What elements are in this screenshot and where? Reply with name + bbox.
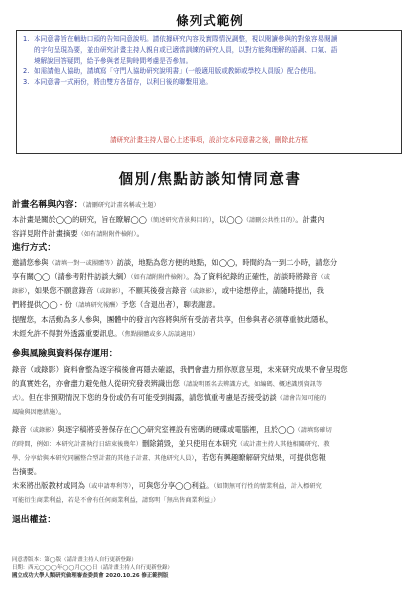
risk-line-4 <box>12 406 410 418</box>
risk-note: （或申請專利等） <box>84 483 132 490</box>
risk-line-7 <box>12 452 410 464</box>
risk-note: （或錄影） <box>26 427 58 434</box>
intro-note: （如有請附附件檢附） <box>77 231 137 238</box>
form-title: 個別/焦點訪談知情同意書 <box>118 171 302 188</box>
risk-text: 告摘要。 <box>12 467 42 476</box>
withdraw-heading: 退出權益： <box>12 515 56 525</box>
procedure-line-2 <box>12 271 410 283</box>
template-guidance-box <box>16 30 402 154</box>
procedure-text: 未經允許不得對外透露重要訊息。 <box>12 329 122 338</box>
risk-line-5 <box>12 424 410 436</box>
risk-note: （請填寫確切 <box>294 427 332 434</box>
procedure-text: 提醒您，本活動為多人參與，團體中的發言內容將與所有受訪者共享，但參與者必須尊重彼此隱私， <box>12 315 334 324</box>
risk-text: 。但在非預期情況下您的身份或仍有可能受到揭露，請您慎重考慮是否接受訪談 <box>21 393 277 402</box>
procedure-line-5 <box>12 314 410 325</box>
risk-text: 刪除銷毀，並只使用在本研究 <box>141 439 237 448</box>
plan-name-note: （請刪研究計畫名稱或主題） <box>82 202 160 209</box>
risk-line-10 <box>12 494 410 506</box>
risk-note: （請會告知可能的 <box>276 395 327 402</box>
template-item-1 <box>22 34 396 66</box>
intro-text: 。 <box>136 229 144 238</box>
template-item-line: 的字句呈現為要，並由研究計畫主持人親自或已適當訓練的研究人員，以對方能夠理解的語調、口氣、語 <box>34 45 338 54</box>
procedure-text: 予您（含退出者），聊表謝意。 <box>121 300 220 309</box>
procedure-text: ，不願其後發言錄音 <box>120 286 187 295</box>
template-item-line: 本同意書一式兩份，將由雙方各留存，以利日後的聯繫用途。 <box>34 78 213 87</box>
procedure-note: （焦點團體或多人訪談適用） <box>121 331 199 338</box>
risk-line-6 <box>12 438 410 450</box>
risk-text: ，若您有興趣瞭解研究結果，可提供您報 <box>194 453 326 462</box>
procedure-text: 們將提供◯◯ - 份 <box>12 300 72 309</box>
procedure-text: 。為了資料紀錄的正確性，訪談時將錄音 <box>186 272 318 281</box>
risk-note: （如期無可行性的情業利益，計入標研究 <box>213 483 322 490</box>
risk-text: ，可與您分享◯◯利益。 <box>131 481 214 490</box>
procedure-text: 訪談，地點為您方便的地點，如◯◯，時間約為一到二小時，請您分 <box>116 258 338 267</box>
intro-line-1 <box>12 214 410 226</box>
procedure-note: （請填一對一或團體等） <box>48 260 117 267</box>
risk-text: 的真實姓名，亦會盡力避免他人從研究發表辨識出您 <box>12 379 180 388</box>
template-item-line: 境解說回答疑問，給予參與者足夠時間考慮是否參加。 <box>34 56 193 65</box>
procedure-note: （如有請附附件檢附） <box>130 274 187 281</box>
template-item-line: 如需請他人協助，請填寫「守門人協助研究說明書」(一般適用版或教師或學校人員版）配合使用。 <box>34 67 321 76</box>
risk-line-9 <box>12 480 410 492</box>
procedure-note: （或 <box>317 274 330 281</box>
intro-text: 容詳見附件計畫摘要 <box>12 229 78 238</box>
intro-note: （簡述研究背景與目的） <box>146 217 212 224</box>
risk-heading: 參與風險與資料保存運用： <box>12 349 118 359</box>
intro-note: （請刪公共性目的） <box>242 217 296 224</box>
procedure-text: ，如果您不願意錄音 <box>27 286 94 295</box>
template-item-line: 本同意書旨在輔助口頭的告知同意說明。請依據研究內容及實際情況調整，視以閱讀參與的對象容易閱讀 <box>34 35 338 43</box>
procedure-text: 邀請您參與 <box>12 258 49 267</box>
template-guidance-list <box>22 34 396 88</box>
risk-line-8 <box>12 466 410 477</box>
risk-text: 錄音（或錄影）資料會整為逐字稿後會再隱去確認，我們會盡力照你原意呈現，未來研究成果不會呈現您 <box>12 365 348 374</box>
procedure-line-1 <box>12 257 410 269</box>
procedure-note: （或錄影） <box>93 288 121 295</box>
intro-text: 。計畫內 <box>295 215 325 224</box>
template-item-number: 3. <box>23 78 30 87</box>
procedure-line-3 <box>12 285 410 297</box>
footer-version: 同意書版本：第◯版（請計畫主持人自行更新登錄） <box>12 557 137 563</box>
procedure-text: ，或中途想停止，請隨時提出，我 <box>214 286 324 295</box>
risk-text: 。 <box>58 407 66 416</box>
risk-line-3 <box>12 392 410 404</box>
footer-committee: 國立成功大學人類研究倫理審查委員會 2020.10.26 修正範例版 <box>12 573 169 579</box>
procedure-note: （或錄影） <box>186 288 215 295</box>
risk-text: 未來將出版教材或同為 <box>12 481 85 490</box>
template-item-2 <box>22 66 396 77</box>
risk-note: （請說明匿名去辨識方式，如編碼、概述識別資訊等 <box>179 381 323 388</box>
intro-text: ，以◯◯ <box>211 215 243 224</box>
template-warning: 請研究計畫主持人留心上述事項，設計完本同意書之後，刪除此方框 <box>110 136 308 144</box>
procedure-note: 錄影） <box>12 288 28 295</box>
template-item-number: 1. <box>23 35 30 43</box>
risk-line-2 <box>12 378 410 390</box>
plan-name-row <box>12 199 410 211</box>
risk-note: 風險與因應措施） <box>12 409 59 416</box>
template-title: 條列式範例 <box>176 13 244 28</box>
risk-note: （或計畫主持人其他相關研究、教 <box>236 441 330 448</box>
template-item-3 <box>22 77 396 88</box>
procedure-note: （請填研究報酬） <box>71 302 122 309</box>
plan-name-label: 計畫名稱與內容： <box>12 200 83 210</box>
risk-note: 可能衍生商業利益，若是不會有任何商業利益，請寫明「無出售商業利益」） <box>12 497 220 504</box>
intro-line-2 <box>12 228 410 240</box>
footer-date: 日期：西元◯◯◯年◯◯月◯◯日（請計畫主持人自行更新登錄） <box>12 565 173 571</box>
risk-note: 學、分享給與本研究同屬整合型計畫的其他子計畫、其他研究人員） <box>12 455 195 462</box>
risk-note: 式） <box>12 395 22 402</box>
risk-note: 的時間，例如：本研究計畫執行日結束後幾年） <box>12 441 142 448</box>
template-item-number: 2. <box>23 67 30 76</box>
procedure-line-4 <box>12 299 410 311</box>
procedure-line-6 <box>12 328 410 340</box>
procedure-heading: 進行方式： <box>12 243 56 253</box>
risk-text: 錄音 <box>12 425 27 434</box>
procedure-text: 享有關◯◯（請參考附件訪談大綱） <box>12 272 131 281</box>
risk-line-1 <box>12 364 410 375</box>
intro-text: 本計畫是關於◯◯的研究，旨在瞭解◯◯ <box>12 215 147 224</box>
risk-text: 與逐字稿將妥善保存在◯◯研究室裡設有密碼的硬碟或電腦裡，且於◯◯ <box>57 425 295 434</box>
